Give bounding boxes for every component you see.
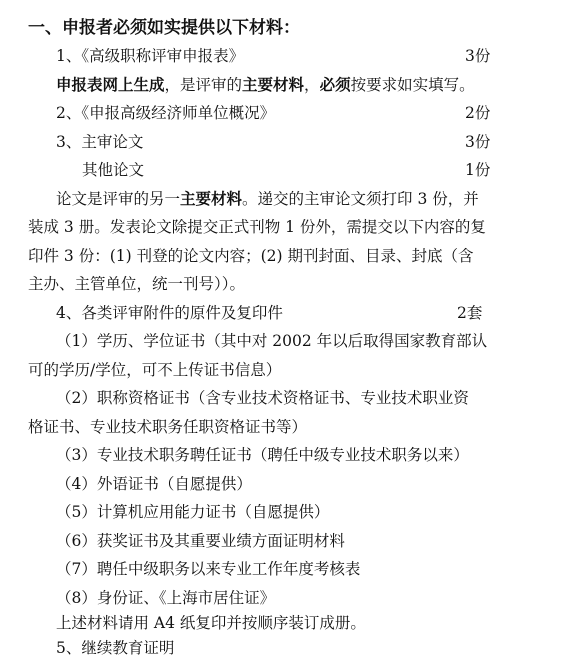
sub-item-3: （3）专业技术职务聘任证书（聘任中级专业技术职务以来） [56,446,469,464]
paper-note-bold: 主要材料 [180,189,243,208]
sub-item-1-line-2: 可的学历/学位，可不上传证书信息） [28,361,282,379]
item-4-label: 4、各类评审附件的原件及复印件 [56,304,283,322]
sub-item-5: （5）计算机应用能力证书（自愿提供） [56,503,330,521]
item-3-label: 3、主审论文 [56,133,144,151]
note-bold-must: 必须 [319,75,351,94]
note-text: ，是评审的 [164,76,243,94]
item-3-other-qty: 1份 [465,161,491,179]
item-5-label: 5、继续教育证明 [56,639,175,657]
paper-note-line-2: 装成 3 册。发表论文除提交正式刊物 1 份外，需提交以下内容的复 [28,218,486,236]
item-1-qty: 3份 [465,47,491,65]
sub-item-2-line-1: （2）职称资格证书（含专业技术资格证书、专业技术职业资 [56,389,469,407]
item-1-label: 1、《高级职称评审申报表》 [56,47,245,65]
sub-item-8: （8）身份证、《上海市居住证》 [56,589,276,607]
note-text: ， [304,76,320,94]
item-3-other-label: 其他论文 [82,161,145,179]
binding-note: 上述材料请用 A4 纸复印并按顺序装订成册。 [56,614,366,632]
paper-note-text: 。递交的主审论文须打印 3 份，并 [242,190,479,208]
sub-item-2-line-2: 格证书、专业技术职务任职资格证书等） [28,418,308,436]
sub-item-7: （7）聘任中级职务以来专业工作年度考核表 [56,560,361,578]
sub-item-4: （4）外语证书（自愿提供） [56,475,252,493]
note-bold-online: 申报表网上生成 [56,75,165,94]
item-2-qty: 2份 [465,104,491,122]
paper-note-line-4: 主办、主管单位，统一刊号））。 [28,275,246,293]
sub-item-6: （6）获奖证书及其重要业绩方面证明材料 [56,532,345,550]
note-bold-main: 主要材料 [242,75,305,94]
section-heading: 一、申报者必须如实提供以下材料： [28,18,300,38]
sub-item-1-line-1: （1）学历、学位证书（其中对 2002 年以后取得国家教育部认 [56,332,488,350]
item-4-qty: 2套 [457,304,483,322]
item-3-qty: 3份 [465,133,491,151]
item-2-label: 2、《申报高级经济师单位概况》 [56,104,276,122]
item-1-note [56,74,475,96]
paper-note-line-3: 印件 3 份：(1) 刊登的论文内容；(2) 期刊封面、目录、封底（含 [28,247,474,265]
paper-note-text: 论文是评审的另一 [56,190,181,208]
paper-note-line-1 [56,188,479,210]
note-text: 按要求如实填写。 [350,76,475,94]
